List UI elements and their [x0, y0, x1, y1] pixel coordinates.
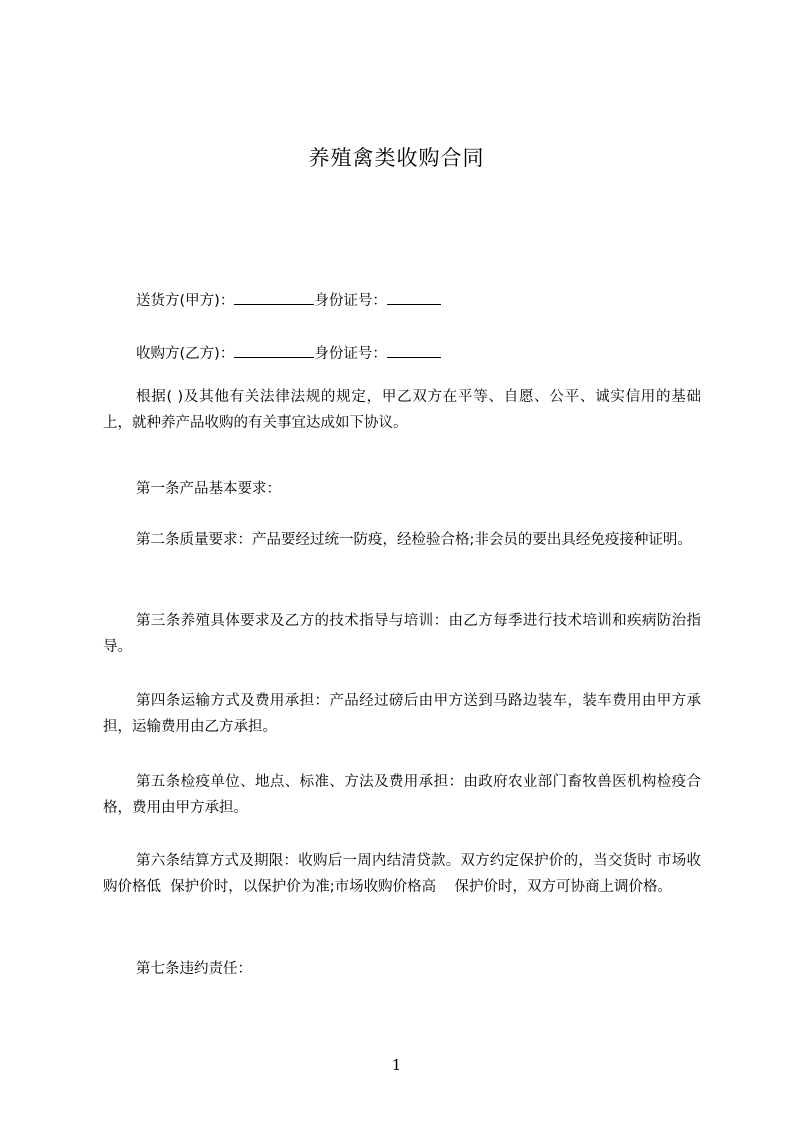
party-a-id-blank	[387, 290, 441, 305]
party-a-label: 送货方(甲方)：	[136, 293, 235, 309]
article-6-paragraph: 第六条结算方式及期限：收购后一周内结清贷款。双方约定保护价的，当交货时 市场收购价格低 保护价时，以保护价为准;市场收购价格高 保护价时，双方可协商上调价格。	[103, 853, 701, 895]
party-b-line	[136, 343, 441, 364]
article-5-paragraph: 第五条检疫单位、地点、标准、方法及费用承担：由政府农业部门畜牧兽医机构检疫合格，费用由甲方承担。	[103, 774, 701, 816]
party-b-name-blank	[234, 343, 314, 358]
page-number: 1	[391, 1056, 402, 1074]
article-2-paragraph: 第二条质量要求：产品要经过统一防疫，经检验合格;非会员的要出具经免疫接种证明。	[136, 532, 692, 548]
document-title: 养殖禽类收购合同	[308, 146, 485, 170]
article-4-paragraph: 第四条运输方式及费用承担：产品经过磅后由甲方送到马路边装车，装车费用由甲方承担，运输费用由乙方承担。	[103, 693, 701, 735]
article-1-paragraph: 第一条产品基本要求：	[136, 481, 281, 497]
party-a-line	[136, 290, 441, 311]
party-a-name-blank	[234, 290, 314, 305]
party-b-id-blank	[387, 343, 441, 358]
article-7-paragraph: 第七条违约责任：	[136, 961, 252, 977]
party-b-id-label: 身份证号：	[314, 346, 387, 362]
party-a-id-label: 身份证号：	[314, 293, 387, 309]
party-b-label: 收购方(乙方)：	[136, 346, 235, 362]
preamble-paragraph: 根据( )及其他有关法律法规的规定，甲乙双方在平等、自愿、公平、诚实信用的基础上，就种养产品收购的有关事宜达成如下协议。	[103, 389, 701, 431]
article-3-paragraph: 第三条养殖具体要求及乙方的技术指导与培训：由乙方每季进行技术培训和疾病防治指导。	[103, 613, 701, 655]
